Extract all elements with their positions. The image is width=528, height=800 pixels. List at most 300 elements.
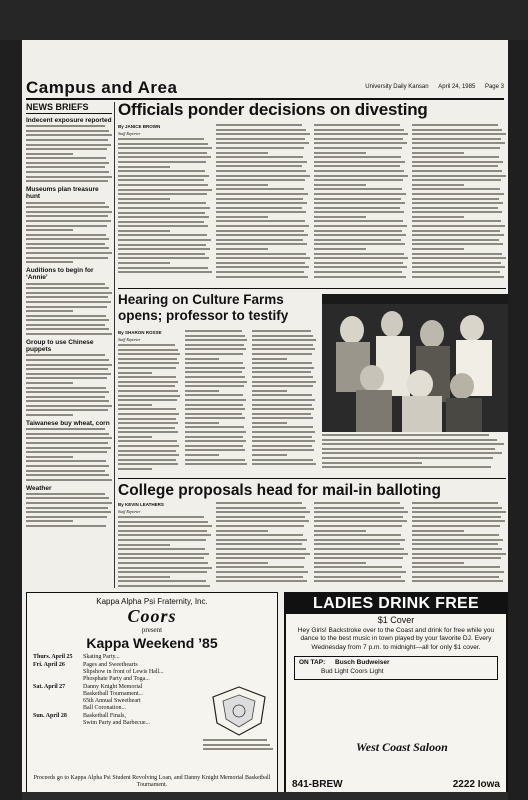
text-line <box>412 124 498 126</box>
text-line <box>412 133 506 135</box>
text-line <box>26 162 109 164</box>
text-line <box>314 576 401 578</box>
brief-headline: Auditions to begin for ‘Annie’ <box>26 267 94 282</box>
text-line <box>26 319 109 321</box>
text-line <box>252 422 287 424</box>
schedule-day: Thurs. April 25 <box>33 654 73 660</box>
text-line <box>26 328 109 330</box>
text-line <box>314 548 404 550</box>
text-line <box>26 364 112 366</box>
text-line <box>314 138 403 140</box>
text-line <box>118 530 207 532</box>
text-line <box>26 310 73 312</box>
text-line <box>412 175 506 177</box>
text-line <box>216 539 307 541</box>
text-line <box>216 516 305 518</box>
text-line <box>26 400 109 402</box>
text-line <box>26 396 105 398</box>
text-line <box>118 184 208 186</box>
text-line <box>26 130 109 132</box>
text-line <box>314 188 402 190</box>
text-line <box>26 442 108 444</box>
divest-byline-role: Staff Reporter <box>118 131 141 136</box>
text-line <box>412 225 505 227</box>
text-line <box>118 244 206 246</box>
text-line <box>118 239 211 241</box>
text-line <box>26 333 112 335</box>
brief-item <box>26 339 112 416</box>
text-line <box>118 198 170 200</box>
section-rule <box>118 288 506 289</box>
event-schedule <box>33 654 193 728</box>
text-line <box>26 148 107 150</box>
text-line <box>26 391 109 393</box>
text-line <box>203 748 273 750</box>
article-text <box>118 516 212 587</box>
text-line <box>118 525 212 527</box>
text-line <box>26 211 112 213</box>
text-line <box>216 576 303 578</box>
text-line <box>412 548 502 550</box>
text-line <box>26 220 111 222</box>
brief-body <box>26 354 112 416</box>
culture-col-3 <box>252 330 316 474</box>
text-line <box>314 142 407 144</box>
text-line <box>118 234 207 236</box>
text-line <box>314 543 400 545</box>
schedule-event: Pages and Sweethearts <box>83 662 138 668</box>
text-line <box>314 562 366 564</box>
text-line <box>118 454 179 456</box>
text-line <box>26 171 109 173</box>
text-line <box>412 129 502 131</box>
text-line <box>26 306 107 308</box>
text-line <box>118 413 179 415</box>
text-line <box>26 229 73 231</box>
text-line <box>314 271 402 273</box>
text-line <box>216 507 306 509</box>
text-line <box>118 585 210 587</box>
text-line <box>118 221 204 223</box>
text-line <box>314 248 366 250</box>
text-line <box>118 138 204 140</box>
brief-headline: Group to use Chinese puppets <box>26 339 94 354</box>
text-line <box>252 459 313 461</box>
text-line <box>412 138 501 140</box>
text-line <box>216 152 268 154</box>
crest-caption <box>203 739 273 753</box>
text-line <box>118 372 152 374</box>
text-line <box>185 362 243 364</box>
text-line <box>185 339 247 341</box>
text-line <box>216 198 303 200</box>
text-line <box>118 567 212 569</box>
text-line <box>216 543 302 545</box>
text-line <box>314 502 400 504</box>
text-line <box>252 335 313 337</box>
text-line <box>252 362 312 364</box>
text-line <box>216 179 305 181</box>
text-line <box>322 457 493 459</box>
on-tap-label: ON TAP: <box>299 659 326 667</box>
text-line <box>185 413 242 415</box>
caption-text <box>322 434 504 468</box>
text-line <box>118 445 179 447</box>
culture-col-1 <box>118 330 180 474</box>
text-line <box>26 511 111 513</box>
text-line <box>26 215 108 217</box>
text-line <box>203 739 267 741</box>
text-line <box>26 520 73 522</box>
text-line <box>26 296 108 298</box>
text-line <box>185 422 219 424</box>
text-line <box>216 525 304 527</box>
text-line <box>118 580 206 582</box>
text-line <box>26 238 109 240</box>
text-line <box>314 234 406 236</box>
schedule-events <box>83 662 193 684</box>
text-line <box>412 230 500 232</box>
text-line <box>185 371 242 373</box>
text-line <box>216 207 302 209</box>
text-line <box>252 399 315 401</box>
text-line <box>314 525 402 527</box>
text-line <box>185 376 245 378</box>
on-tap-beers-2: Bud Light Coors Light <box>321 668 384 676</box>
text-line <box>26 502 112 504</box>
text-line <box>185 436 243 438</box>
text-line <box>252 454 287 456</box>
text-line <box>314 520 407 522</box>
text-line <box>412 571 504 573</box>
text-line <box>314 534 401 536</box>
text-line <box>203 744 270 746</box>
text-line <box>412 520 505 522</box>
text-line <box>26 125 105 127</box>
schedule-events <box>83 684 193 713</box>
text-line <box>118 143 208 145</box>
text-line <box>26 507 108 509</box>
text-line <box>118 367 176 369</box>
text-line <box>26 234 106 236</box>
text-line <box>26 292 112 294</box>
text-line <box>412 525 500 527</box>
divest-col-4 <box>412 124 506 286</box>
text-line <box>26 301 111 303</box>
text-line <box>314 220 403 222</box>
text-line <box>118 193 207 195</box>
text-line <box>26 166 105 168</box>
text-line <box>118 156 211 158</box>
text-line <box>185 385 244 387</box>
text-line <box>185 426 244 428</box>
text-line <box>118 521 208 523</box>
photo-caption <box>322 434 504 471</box>
text-line <box>314 129 404 131</box>
text-line <box>216 142 309 144</box>
text-line <box>118 267 208 269</box>
business-phone: 841-BREW <box>292 779 343 790</box>
text-line <box>412 165 498 167</box>
text-line <box>26 157 106 159</box>
schedule-event: Swim Party and Barbecue... <box>83 720 150 726</box>
text-line <box>322 434 489 436</box>
text-line <box>26 153 73 155</box>
text-line <box>252 330 311 332</box>
text-line <box>185 408 245 410</box>
brief-item <box>26 186 112 263</box>
text-line <box>26 134 112 136</box>
text-line <box>118 170 205 172</box>
text-line <box>322 466 491 468</box>
text-line <box>185 367 245 369</box>
text-line <box>412 516 501 518</box>
brief-item <box>26 117 112 182</box>
text-line <box>118 257 209 259</box>
text-line <box>118 381 178 383</box>
text-line <box>26 387 106 389</box>
text-line <box>216 562 268 564</box>
text-line <box>118 422 178 424</box>
divest-col-2 <box>216 124 310 286</box>
text-line <box>412 507 502 509</box>
article-text <box>185 330 247 465</box>
text-line <box>412 566 500 568</box>
text-line <box>252 408 314 410</box>
schedule-day: Fri. April 26 <box>33 662 65 668</box>
text-line <box>216 175 310 177</box>
text-line <box>216 511 310 513</box>
section-rule <box>118 478 506 479</box>
text-line <box>118 147 212 149</box>
ad-headline: LADIES DRINK FREE <box>286 594 506 614</box>
text-line <box>118 534 211 536</box>
text-line <box>26 479 112 481</box>
text-line <box>314 553 408 555</box>
text-line <box>412 511 506 513</box>
text-line <box>118 376 176 378</box>
text-line <box>412 257 506 259</box>
text-line <box>252 353 312 355</box>
text-line <box>118 189 212 191</box>
text-line <box>252 463 316 465</box>
text-line <box>185 390 219 392</box>
text-line <box>26 206 109 208</box>
text-line <box>216 188 304 190</box>
scan-border-top <box>0 0 528 40</box>
text-line <box>216 266 309 268</box>
text-line <box>216 248 268 250</box>
text-line <box>26 144 111 146</box>
culture-byline-role: Staff Reporter <box>118 337 141 342</box>
text-line <box>118 344 175 346</box>
text-line <box>412 161 503 163</box>
college-col-1 <box>118 502 212 588</box>
newspaper-name: University Daily Kansan <box>365 84 429 90</box>
text-line <box>26 247 109 249</box>
college-headline: College proposals head for mail-in balloting <box>118 482 441 499</box>
text-line <box>314 147 402 149</box>
divest-col-1 <box>118 124 212 286</box>
text-line <box>412 243 503 245</box>
text-line <box>118 548 205 550</box>
ad-body: Hey Girls! Backstroke over to the Coast and drink for free while you dance to the best music in town played by your favorite DJ. Every Wednesday from 7 p.m. to midnight—all for only $1 cover. <box>297 627 495 651</box>
page-number: Page 3 <box>484 84 504 90</box>
text-line <box>185 358 219 360</box>
text-line <box>314 257 408 259</box>
text-line <box>314 175 408 177</box>
text-line <box>314 262 403 264</box>
text-line <box>252 367 314 369</box>
text-line <box>26 368 108 370</box>
text-line <box>216 571 308 573</box>
brief-headline: Taiwanese buy wheat, corn <box>26 420 110 428</box>
text-line <box>252 440 315 442</box>
text-line <box>216 170 306 172</box>
text-line <box>118 248 210 250</box>
text-line <box>118 349 178 351</box>
text-line <box>26 405 112 407</box>
text-line <box>185 353 243 355</box>
section-title: Campus and Area <box>26 78 178 97</box>
schedule-day: Sat. April 27 <box>33 684 66 690</box>
text-line <box>314 156 401 158</box>
text-line <box>26 139 108 141</box>
text-line <box>412 266 505 268</box>
culture-byline: By SHARON ROSSE <box>118 330 162 335</box>
text-line <box>118 418 176 420</box>
brief-headline: Indecent exposure reported <box>26 117 112 124</box>
text-line <box>216 138 305 140</box>
text-line <box>216 133 310 135</box>
text-line <box>118 390 178 392</box>
text-line <box>252 436 312 438</box>
text-line <box>216 129 306 131</box>
text-line <box>412 543 498 545</box>
divest-headline: Officials ponder decisions on divesting <box>118 100 428 119</box>
ad-proceeds-note: Proceeds go to Kappa Alpha Psi Student Revolving Loan, and Danny Knight Memorial Basketball Tournament. <box>33 775 271 788</box>
text-line <box>314 566 402 568</box>
text-line <box>26 451 107 453</box>
text-line <box>216 147 304 149</box>
article-text <box>216 502 310 582</box>
text-line <box>26 414 73 416</box>
text-line <box>252 394 312 396</box>
text-line <box>314 511 408 513</box>
text-line <box>216 193 308 195</box>
brief-body <box>26 125 112 182</box>
text-line <box>314 266 407 268</box>
text-line <box>252 385 313 387</box>
text-line <box>412 276 504 278</box>
text-line <box>412 553 506 555</box>
text-line <box>252 348 315 350</box>
text-line <box>118 459 176 461</box>
schedule-day: Sun. April 28 <box>33 713 67 719</box>
text-line <box>118 468 152 470</box>
text-line <box>118 553 209 555</box>
text-line <box>118 175 209 177</box>
text-line <box>216 124 302 126</box>
text-line <box>216 165 302 167</box>
article-text <box>118 138 212 273</box>
text-line <box>216 184 268 186</box>
text-line <box>26 465 109 467</box>
schedule-event: Slipshow in front of Lewis Hall... <box>83 669 164 675</box>
brief-item <box>26 267 112 335</box>
text-line <box>412 234 504 236</box>
text-line <box>216 553 310 555</box>
text-line <box>26 243 105 245</box>
text-line <box>252 358 287 360</box>
text-line <box>216 530 268 532</box>
text-line <box>118 271 212 273</box>
text-line <box>314 516 403 518</box>
text-line <box>26 225 107 227</box>
text-line <box>216 257 310 259</box>
article-text <box>412 502 506 582</box>
text-line <box>185 330 242 332</box>
text-line <box>412 253 502 255</box>
text-line <box>252 426 313 428</box>
text-line <box>118 230 170 232</box>
ad-presents: present <box>141 626 163 634</box>
schedule-event: Basketball Tournament... <box>83 691 144 697</box>
text-line <box>118 557 204 559</box>
text-line <box>412 220 501 222</box>
text-line <box>412 156 499 158</box>
text-line <box>216 243 307 245</box>
brief-item <box>26 485 112 527</box>
text-line <box>314 207 400 209</box>
text-line <box>314 580 405 582</box>
text-line <box>412 502 498 504</box>
text-line <box>412 211 502 213</box>
scan-border-right <box>508 40 528 800</box>
text-line <box>252 381 316 383</box>
text-line <box>412 198 499 200</box>
text-line <box>252 449 314 451</box>
ad-sponsor: Kappa Alpha Psi Fraternity, Inc. <box>96 597 208 606</box>
text-line <box>185 440 246 442</box>
text-line <box>412 202 503 204</box>
text-line <box>216 534 303 536</box>
text-line <box>216 253 306 255</box>
text-line <box>216 216 268 218</box>
text-line <box>314 216 366 218</box>
ladies-drink-free-ad <box>284 592 508 792</box>
text-line <box>118 212 205 214</box>
business-name: West Coast Saloon <box>356 740 448 754</box>
text-line <box>118 436 152 438</box>
text-line <box>118 166 170 168</box>
culture-headline: Hearing on Culture Farms opens; professor to testify <box>118 292 289 323</box>
college-col-3 <box>314 502 408 588</box>
college-byline-role: Staff Reporter <box>118 509 141 514</box>
college-col-2 <box>216 502 310 588</box>
text-line <box>26 373 111 375</box>
kappa-weekend-ad <box>26 592 278 792</box>
text-line <box>252 371 311 373</box>
text-line <box>216 580 307 582</box>
text-line <box>412 216 464 218</box>
text-line <box>216 271 304 273</box>
schedule-event: Phosphate Party and Toga... <box>83 676 150 682</box>
text-line <box>118 353 180 355</box>
text-line <box>412 576 499 578</box>
text-line <box>185 459 245 461</box>
text-line <box>26 252 112 254</box>
